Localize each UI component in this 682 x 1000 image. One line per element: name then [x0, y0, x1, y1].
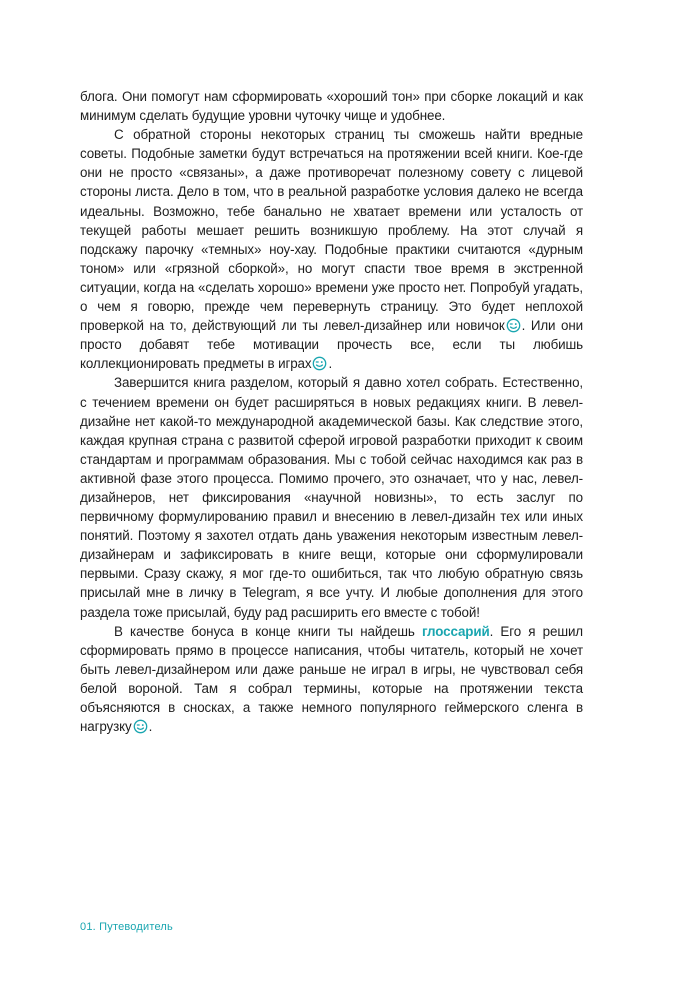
paragraph-harmful-tips — [80, 125, 583, 373]
winking-smiley-icon — [312, 356, 327, 371]
paragraph-text: блога. Они помогут нам сформировать «хороший тон» при сборке локаций и как минимум сделать будущие уровни чуточку чище и удобнее. — [80, 89, 583, 124]
paragraph-blog-continuation — [80, 87, 583, 125]
page-body — [80, 87, 583, 736]
paragraph-text: В качестве бонуса в конце книги ты найдешь — [114, 623, 422, 639]
paragraph-text: . Его я решил сформировать прямо в процессе написания, чтобы читатель, который не хочет быть левел-дизайнером или даже раньше не играл в игры, не чувствовал себя белой вороной. Там я собрал термины, которые на протяжении текста объясняются в сносках, а также немного популярного геймерского сленга в нагрузку — [80, 623, 583, 735]
paragraph-text: . Или они просто добавят тебе мотивации прочесть все, если ты любишь коллекционировать предметы в играх — [80, 318, 583, 372]
glossary-highlight: глоссарий — [421, 623, 490, 639]
paragraph-text: . — [148, 719, 153, 735]
paragraph-glossary-bonus — [80, 622, 583, 737]
paragraph-final-section — [80, 373, 583, 621]
footer-section-label: 01. Путеводитель — [80, 921, 173, 933]
paragraph-text: Завершится книга разделом, который я давно хотел собрать. Естественно, с течением времени он будет расширяться в новых редакциях книги. В левел-дизайне нет какой-то международной академической базы. Как следствие этого, каждая крупная страна с развитой сферой игровой разработки приходит к своим стандартам и программам образования. Мы с тобой сейчас находимся как раз в активной фазе этого процесса. Помимо прочего, это означает, что у нас, левел-дизайнеров, нет фиксирования «научной новизны», то есть заслуг по первичному формулированию правил и внесению в левел-дизайн тех или иных понятий. Поэтому я захотел отдать дань уважения некоторым известным левел-дизайнерам и зафиксировать в книге вещи, которые они сформулировали первыми. Сразу скажу, я мог где-то ошибиться, так что любую обратную связь присылай мне в личку в Telegram, я все учту. И любые дополнения для этого раздела тоже присылай, буду рад расширить его вместе с тобой! — [80, 375, 583, 620]
winking-smiley-icon — [506, 318, 521, 333]
paragraph-text: . — [328, 356, 333, 372]
winking-smiley-icon — [133, 719, 148, 734]
paragraph-text: С обратной стороны некоторых страниц ты сможешь найти вредные советы. Подобные заметки будут встречаться на протяжении всей книги. Кое-где они не просто «связаны», а даже противоречат полезному совету с лицевой стороны листа. Дело в том, что в реальной разработке условия далеко не всегда идеальны. Возможно, тебе банально не хватает времени или усталость от текущей работы мешает решить возникшую проблему. На этот случай я подскажу парочку «темных» ноу-хау. Подобные практики считаются «дурным тоном» или «грязной сборкой», но могут спасти твое время в экстренной ситуации, когда на «сделать хорошо» времени уже просто нет. Попробуй угадать, о чем я говорю, прежде чем перевернуть страницу. Это будет неплохой проверкой на то, действующий ли ты левел-дизайнер или новичок — [80, 127, 583, 334]
